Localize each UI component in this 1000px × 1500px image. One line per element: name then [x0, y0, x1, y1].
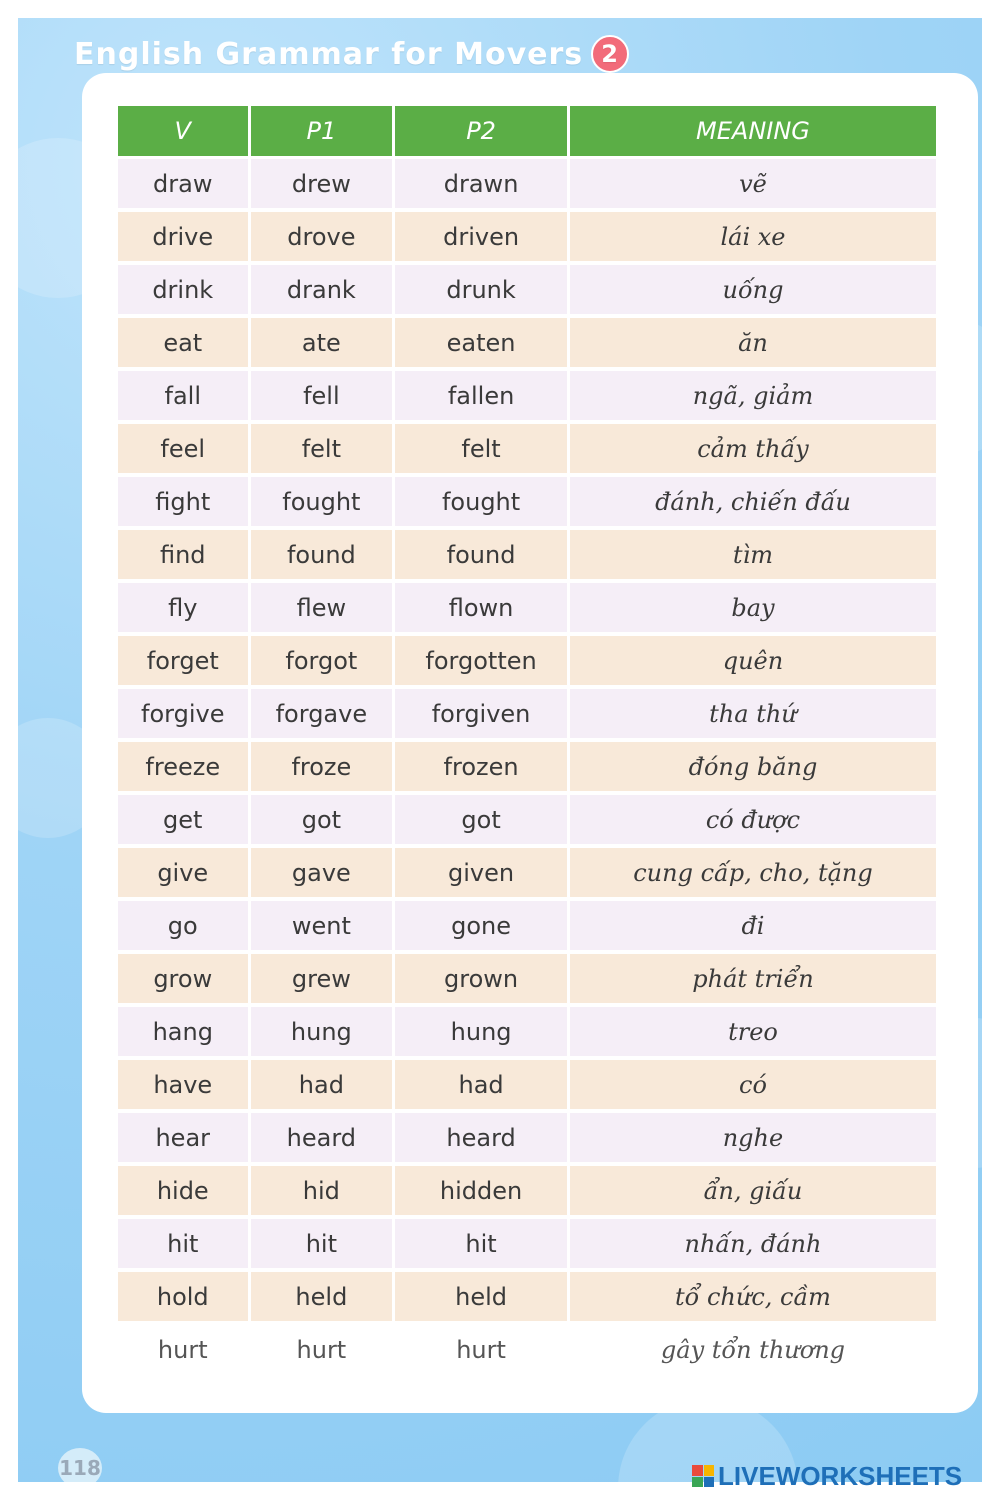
verb-past-cell: forgave — [251, 689, 393, 742]
verb-base-cell: drink — [118, 265, 248, 318]
verb-past-participle-cell: found — [395, 530, 567, 583]
verb-base-cell: hurt — [118, 1325, 248, 1378]
verb-base-cell: go — [118, 901, 248, 954]
meaning-cell: có — [570, 1060, 936, 1113]
table-row — [118, 795, 936, 848]
verb-past-participle-cell: had — [395, 1060, 567, 1113]
verb-past-cell: hid — [251, 1166, 393, 1219]
verb-past-cell: got — [251, 795, 393, 848]
verb-past-cell: drew — [251, 159, 393, 212]
table-row — [118, 901, 936, 954]
verb-past-participle-cell: driven — [395, 212, 567, 265]
verb-past-cell: felt — [251, 424, 393, 477]
table-row — [118, 1166, 936, 1219]
meaning-cell: ngã, giảm — [570, 371, 936, 424]
table-row — [118, 954, 936, 1007]
verb-past-cell: hurt — [251, 1325, 393, 1378]
meaning-cell: đánh, chiến đấu — [570, 477, 936, 530]
table-row — [118, 1219, 936, 1272]
verb-past-participle-cell: fought — [395, 477, 567, 530]
column-header-p2: P2 — [395, 106, 567, 159]
meaning-cell: treo — [570, 1007, 936, 1060]
meaning-cell: cung cấp, cho, tặng — [570, 848, 936, 901]
table-header-row — [118, 106, 936, 159]
verb-past-participle-cell: drunk — [395, 265, 567, 318]
liveworksheets-watermark[interactable] — [692, 1460, 962, 1492]
verb-past-participle-cell: felt — [395, 424, 567, 477]
table-row — [118, 1060, 936, 1113]
meaning-cell: tổ chức, cầm — [570, 1272, 936, 1325]
table-row — [118, 477, 936, 530]
verb-past-cell: drank — [251, 265, 393, 318]
table-row — [118, 1272, 936, 1325]
verb-base-cell: eat — [118, 318, 248, 371]
meaning-cell: cảm thấy — [570, 424, 936, 477]
verb-past-cell: flew — [251, 583, 393, 636]
verb-past-participle-cell: heard — [395, 1113, 567, 1166]
verb-past-participle-cell: forgiven — [395, 689, 567, 742]
verb-base-cell: freeze — [118, 742, 248, 795]
verb-base-cell: hit — [118, 1219, 248, 1272]
content-card — [82, 73, 978, 1413]
meaning-cell: tha thứ — [570, 689, 936, 742]
verb-past-participle-cell: flown — [395, 583, 567, 636]
verb-past-participle-cell: frozen — [395, 742, 567, 795]
verb-past-cell: fought — [251, 477, 393, 530]
liveworksheets-logo-icon — [692, 1465, 714, 1487]
verb-past-cell: found — [251, 530, 393, 583]
verb-past-participle-cell: hurt — [395, 1325, 567, 1378]
meaning-cell: vẽ — [570, 159, 936, 212]
table-row — [118, 848, 936, 901]
verb-base-cell: hide — [118, 1166, 248, 1219]
watermark-text: LIVEWORKSHEETS — [718, 1460, 963, 1491]
verb-past-cell: fell — [251, 371, 393, 424]
verb-past-cell: had — [251, 1060, 393, 1113]
meaning-cell: tìm — [570, 530, 936, 583]
verb-past-cell: held — [251, 1272, 393, 1325]
verb-past-cell: froze — [251, 742, 393, 795]
table-row — [118, 265, 936, 318]
column-header-v: V — [118, 106, 248, 159]
verb-past-participle-cell: hit — [395, 1219, 567, 1272]
table-row — [118, 636, 936, 689]
table-row — [118, 742, 936, 795]
table-row — [118, 1325, 936, 1378]
table-row — [118, 318, 936, 371]
verb-past-participle-cell: gone — [395, 901, 567, 954]
verb-past-participle-cell: given — [395, 848, 567, 901]
column-header-p1: P1 — [251, 106, 393, 159]
verb-base-cell: hang — [118, 1007, 248, 1060]
meaning-cell: ẩn, giấu — [570, 1166, 936, 1219]
table-row — [118, 1113, 936, 1166]
table-row — [118, 159, 936, 212]
verb-base-cell: hold — [118, 1272, 248, 1325]
table-row — [118, 212, 936, 265]
verb-past-cell: ate — [251, 318, 393, 371]
verb-base-cell: drive — [118, 212, 248, 265]
verb-past-participle-cell: held — [395, 1272, 567, 1325]
meaning-cell: nghe — [570, 1113, 936, 1166]
verb-base-cell: forgive — [118, 689, 248, 742]
verb-base-cell: get — [118, 795, 248, 848]
verb-base-cell: fight — [118, 477, 248, 530]
meaning-cell: bay — [570, 583, 936, 636]
meaning-cell: phát triển — [570, 954, 936, 1007]
irregular-verbs-table — [115, 106, 939, 1378]
table-row — [118, 689, 936, 742]
verb-past-participle-cell: grown — [395, 954, 567, 1007]
verb-base-cell: forget — [118, 636, 248, 689]
verb-base-cell: hear — [118, 1113, 248, 1166]
table-row — [118, 583, 936, 636]
book-number-badge: 2 — [591, 35, 629, 73]
verb-past-cell: hung — [251, 1007, 393, 1060]
verb-past-cell: grew — [251, 954, 393, 1007]
meaning-cell: gây tổn thương — [570, 1325, 936, 1378]
verb-base-cell: grow — [118, 954, 248, 1007]
meaning-cell: lái xe — [570, 212, 936, 265]
verb-base-cell: draw — [118, 159, 248, 212]
verb-past-cell: gave — [251, 848, 393, 901]
verb-past-participle-cell: drawn — [395, 159, 567, 212]
verb-base-cell: fall — [118, 371, 248, 424]
meaning-cell: có được — [570, 795, 936, 848]
verb-base-cell: have — [118, 1060, 248, 1113]
verb-past-cell: forgot — [251, 636, 393, 689]
verb-past-participle-cell: eaten — [395, 318, 567, 371]
table-row — [118, 371, 936, 424]
verb-base-cell: give — [118, 848, 248, 901]
meaning-cell: ăn — [570, 318, 936, 371]
verb-past-cell: hit — [251, 1219, 393, 1272]
meaning-cell: nhấn, đánh — [570, 1219, 936, 1272]
page-number-badge: 118 — [58, 1448, 102, 1482]
verb-past-participle-cell: got — [395, 795, 567, 848]
meaning-cell: uống — [570, 265, 936, 318]
table-row — [118, 424, 936, 477]
verb-past-participle-cell: forgotten — [395, 636, 567, 689]
verb-base-cell: find — [118, 530, 248, 583]
meaning-cell: đóng băng — [570, 742, 936, 795]
table-row — [118, 1007, 936, 1060]
table-row — [118, 530, 936, 583]
meaning-cell: đi — [570, 901, 936, 954]
verb-past-participle-cell: fallen — [395, 371, 567, 424]
book-title-text: English Grammar for Movers — [74, 36, 584, 72]
table-body — [118, 159, 936, 1378]
verb-base-cell: fly — [118, 583, 248, 636]
page-background — [18, 18, 982, 1482]
verb-past-cell: went — [251, 901, 393, 954]
verb-past-cell: heard — [251, 1113, 393, 1166]
verb-past-participle-cell: hung — [395, 1007, 567, 1060]
verb-past-cell: drove — [251, 212, 393, 265]
meaning-cell: quên — [570, 636, 936, 689]
verb-past-participle-cell: hidden — [395, 1166, 567, 1219]
verb-base-cell: feel — [118, 424, 248, 477]
column-header-meaning: MEANING — [570, 106, 936, 159]
